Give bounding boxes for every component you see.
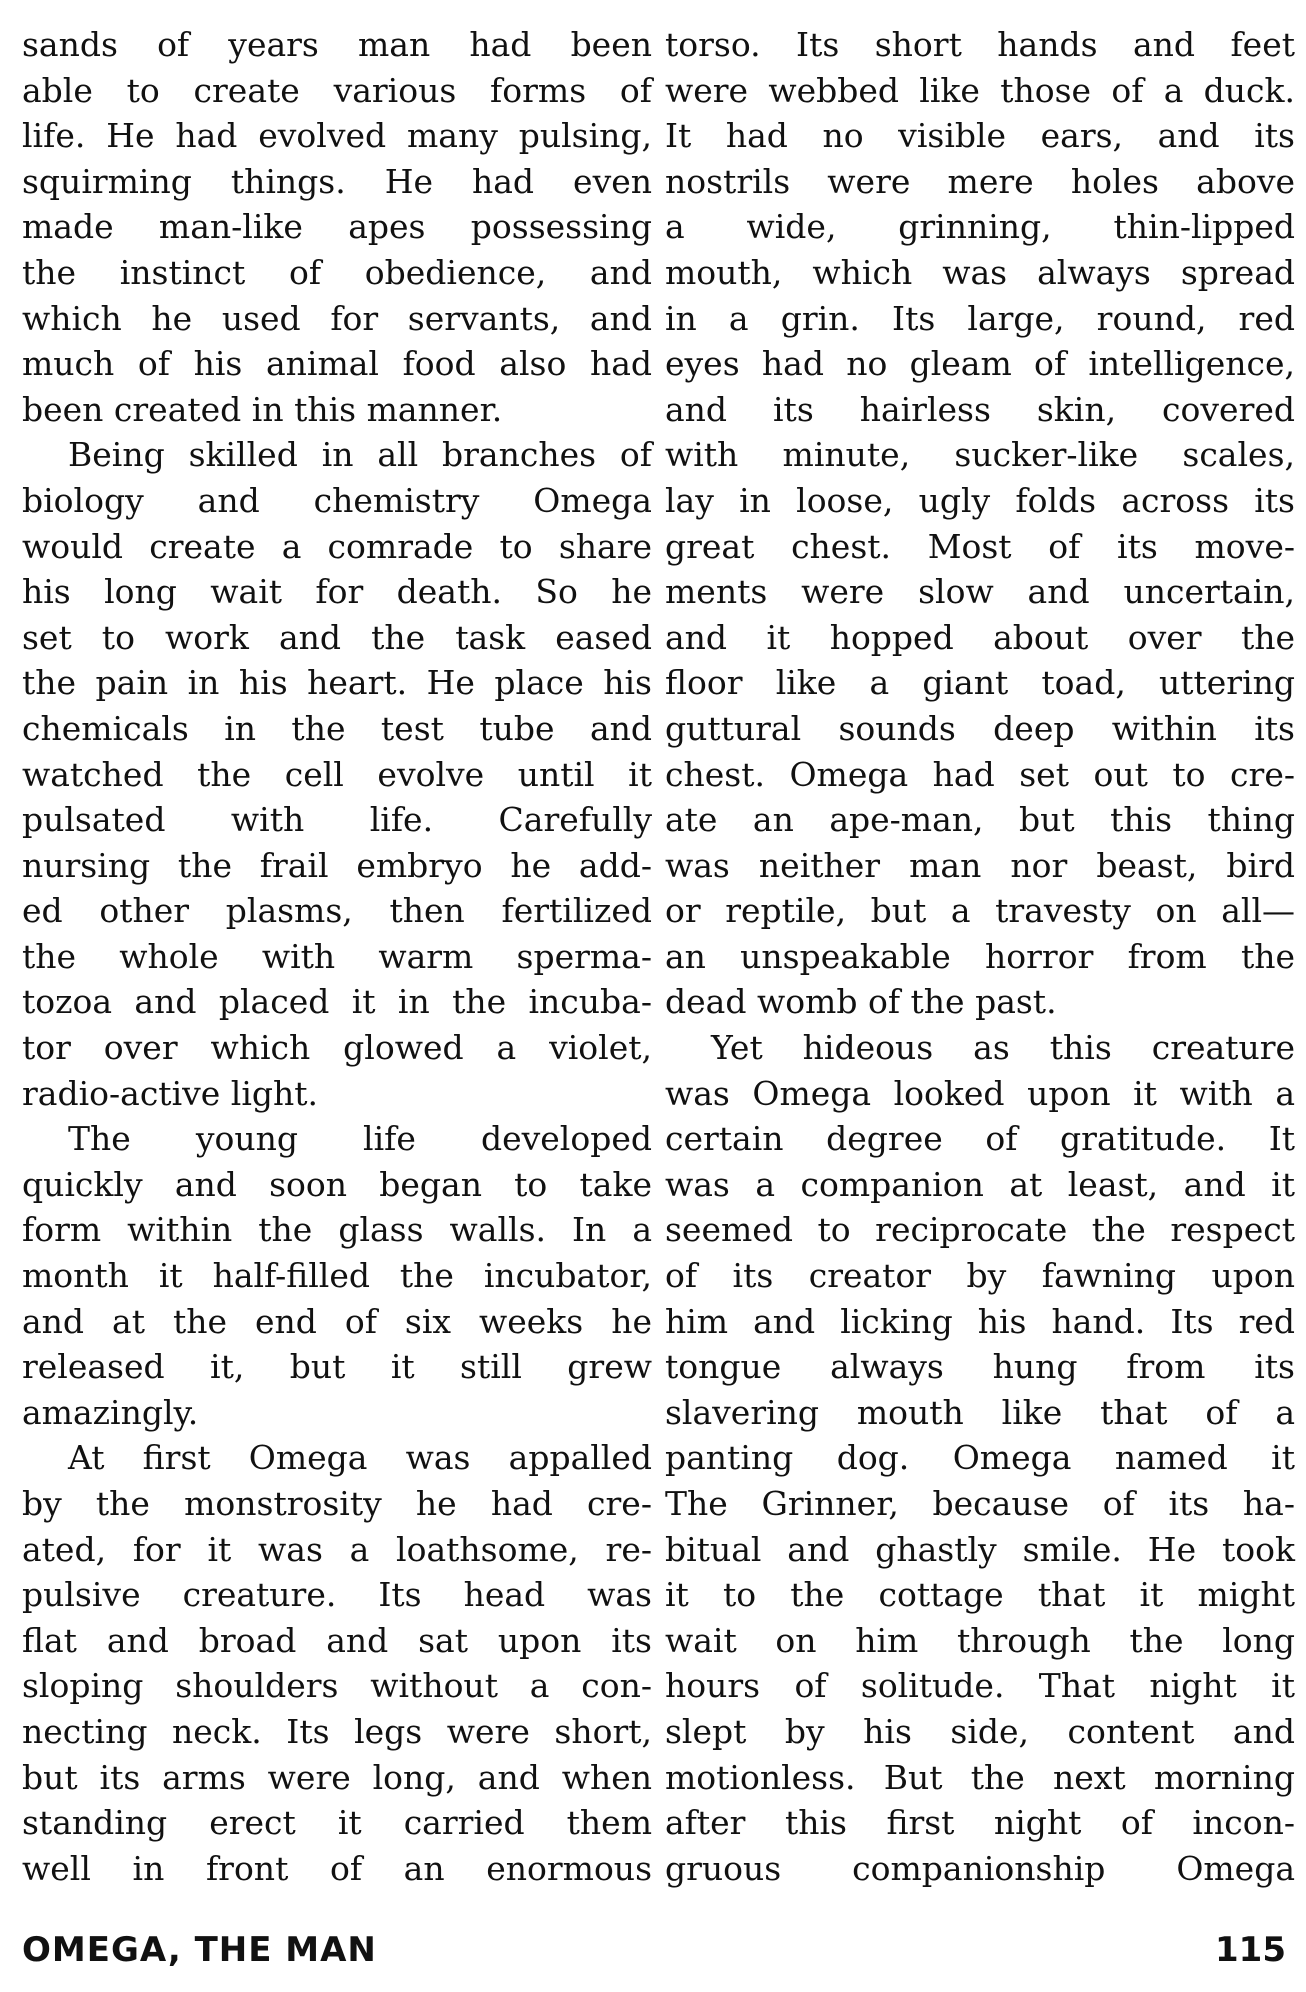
text-line: ate an ape-man, but this thing — [665, 800, 1295, 840]
text-line: ed other plasms, then fertilized — [22, 891, 652, 931]
running-title: OMEGA, THE MAN — [22, 1930, 377, 1970]
text-line: quickly and soon began to take — [22, 1164, 652, 1204]
text-line: after this first night of incon- — [665, 1803, 1295, 1843]
text-line: lay in loose, ugly folds across its — [665, 480, 1295, 520]
text-line: form within the glass walls. In a — [22, 1210, 652, 1250]
text-line: Being skilled in all branches of — [68, 435, 652, 475]
text-line: The young life developed — [68, 1119, 652, 1159]
text-line: well in front of an enormous — [22, 1848, 652, 1888]
text-line: nostrils were mere holes above — [665, 161, 1295, 201]
text-line: his long wait for death. So he — [22, 572, 652, 612]
text-line: and it hopped about over the — [665, 617, 1295, 657]
text-line: great chest. Most of its move- — [665, 526, 1295, 566]
text-line: was Omega looked upon it with a — [665, 1073, 1295, 1113]
right-text-column — [665, 22, 1295, 1891]
text-line: certain degree of gratitude. It — [665, 1119, 1295, 1159]
text-line: life. He had evolved many pulsing, — [22, 116, 652, 156]
text-line: The Grinner, because of its ha- — [665, 1484, 1295, 1523]
text-line: much of his animal food also had — [22, 344, 652, 384]
text-line: amazingly. — [22, 1392, 199, 1432]
left-text-column — [22, 22, 652, 1891]
text-line: motionless. But the next morning — [665, 1757, 1295, 1797]
text-line: bitual and ghastly smile. He took — [665, 1529, 1295, 1569]
text-line: would create a comrade to share — [22, 526, 652, 566]
text-line: made man-like apes possessing — [22, 207, 652, 247]
text-line: dead womb of the past. — [665, 982, 1057, 1022]
text-line: the instinct of obedience, and — [22, 252, 652, 292]
text-line: released it, but it still grew — [22, 1347, 652, 1387]
text-line: At first Omega was appalled — [68, 1438, 652, 1478]
text-line: panting dog. Omega named it — [665, 1438, 1295, 1478]
text-line: chest. Omega had set out to cre- — [665, 754, 1295, 794]
text-line: nursing the frail embryo he add- — [22, 845, 652, 885]
text-line: chemicals in the test tube and — [22, 708, 652, 748]
text-line: torso. Its short hands and feet — [665, 25, 1295, 64]
text-line: but its arms were long, and when — [22, 1757, 652, 1797]
text-line: him and licking his hand. Its red — [665, 1301, 1295, 1341]
text-line: wait on him through the long — [665, 1620, 1295, 1660]
text-line: necting neck. Its legs were short, — [22, 1711, 652, 1751]
text-line: the whole with warm sperma- — [22, 936, 652, 976]
text-line: tongue always hung from its — [665, 1347, 1295, 1387]
text-line: and its hairless skin, covered — [665, 389, 1295, 429]
text-line: flat and broad and sat upon its — [22, 1620, 652, 1660]
text-line: hours of solitude. That night it — [665, 1666, 1295, 1706]
text-line: able to create various forms of — [22, 70, 652, 110]
page-number: 115 — [1215, 1930, 1286, 1970]
text-line: and at the end of six weeks he — [22, 1301, 652, 1341]
text-line: mouth, which was always spread — [665, 252, 1295, 292]
text-line: eyes had no gleam of intelligence, — [665, 344, 1295, 384]
text-line: squirming things. He had even — [22, 161, 652, 201]
text-line: been created in this manner. — [22, 389, 503, 429]
text-line: sands of years man had been — [22, 25, 652, 64]
text-line: guttural sounds deep within its — [665, 708, 1295, 748]
text-line: ments were slow and uncertain, — [665, 572, 1295, 612]
text-line: a wide, grinning, thin-lipped — [665, 207, 1295, 247]
text-line: floor like a giant toad, uttering — [665, 663, 1295, 703]
text-line: gruous companionship Omega — [665, 1848, 1295, 1888]
text-line: sloping shoulders without a con- — [22, 1666, 652, 1706]
text-line: was neither man nor beast, bird — [665, 845, 1295, 885]
text-line: ated, for it was a loathsome, re- — [22, 1529, 652, 1569]
text-line: standing erect it carried them — [22, 1803, 652, 1843]
text-line: which he used for servants, and — [22, 298, 652, 338]
text-line: with minute, sucker-like scales, — [665, 435, 1295, 475]
text-line: or reptile, but a travesty on all— — [665, 891, 1295, 931]
text-line: pulsated with life. Carefully — [22, 800, 652, 840]
text-line: month it half-filled the incubator, — [22, 1256, 652, 1296]
text-line: radio-active light. — [22, 1073, 319, 1113]
text-line: Yet hideous as this creature — [711, 1028, 1295, 1068]
text-line: the pain in his heart. He place his — [22, 663, 652, 703]
text-line: biology and chemistry Omega — [22, 480, 652, 520]
text-line: of its creator by fawning upon — [665, 1256, 1295, 1296]
text-line: slavering mouth like that of a — [665, 1392, 1295, 1432]
text-line: tor over which glowed a violet, — [22, 1028, 652, 1068]
text-line: tozoa and placed it in the incuba- — [22, 982, 652, 1022]
text-line: it to the cottage that it might — [665, 1575, 1295, 1615]
text-line: was a companion at least, and it — [665, 1164, 1295, 1204]
text-line: pulsive creature. Its head was — [22, 1575, 652, 1615]
page-footer — [22, 1930, 1286, 1980]
text-line: watched the cell evolve until it — [22, 754, 652, 794]
text-line: seemed to reciprocate the respect — [665, 1210, 1295, 1250]
text-line: in a grin. Its large, round, red — [665, 298, 1295, 338]
text-line: an unspeakable horror from the — [665, 936, 1295, 976]
text-line: It had no visible ears, and its — [665, 116, 1295, 156]
text-line: by the monstrosity he had cre- — [22, 1484, 652, 1523]
text-line: set to work and the task eased — [22, 617, 652, 657]
text-line: were webbed like those of a duck. — [665, 70, 1295, 110]
text-line: slept by his side, content and — [665, 1711, 1295, 1751]
